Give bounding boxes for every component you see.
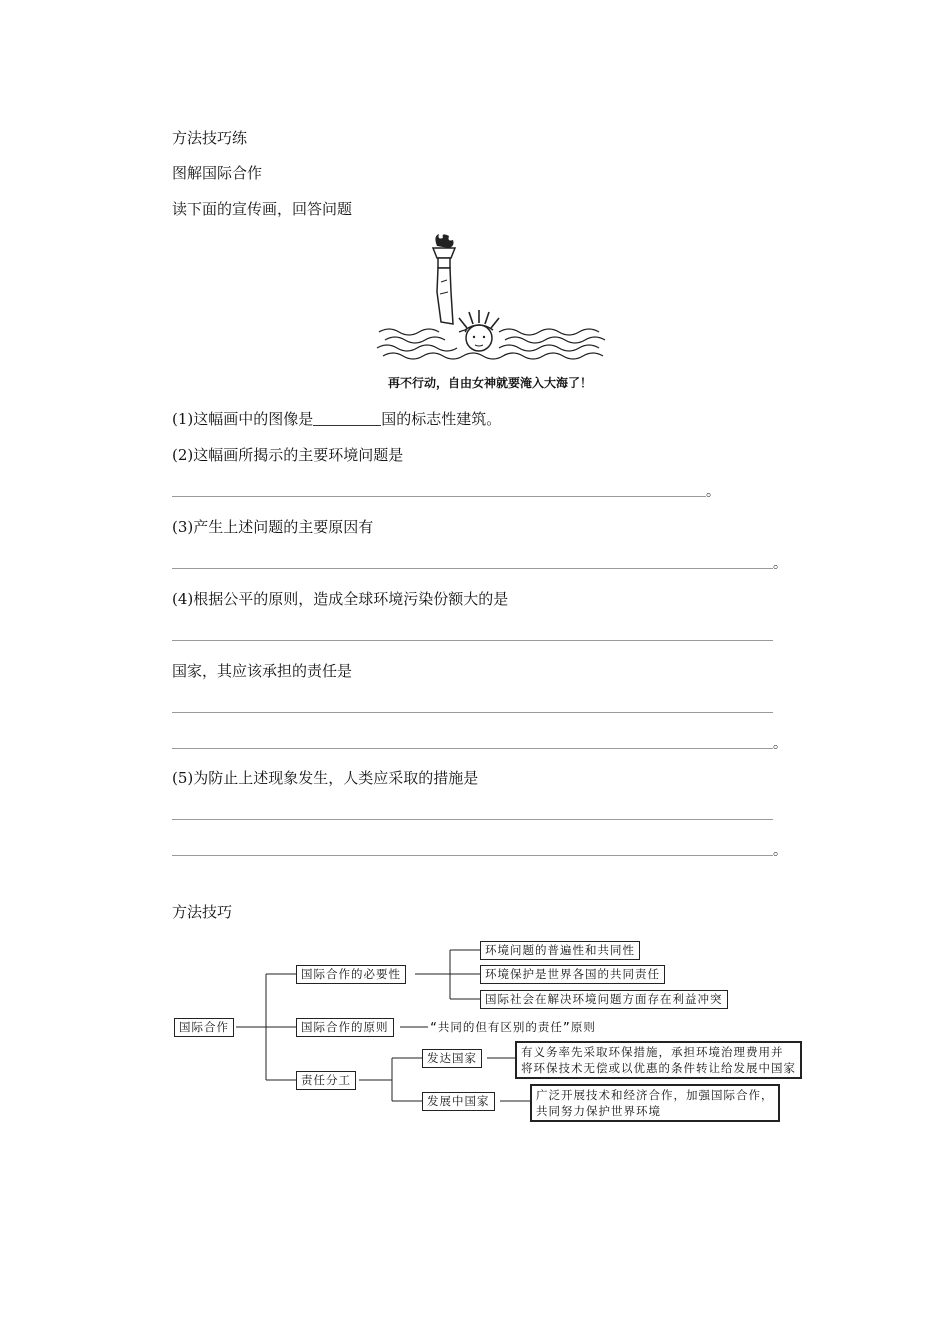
question-5: (5)为防止上述现象发生，人类应采取的措施是 — [172, 769, 479, 787]
developed-detail-line-2: 将环保技术无偿或以优惠的条件转让给发展中国家 — [521, 1061, 796, 1075]
developing-detail-line-1: 广泛开展技术和经济合作，加强国际合作， — [536, 1088, 774, 1102]
question-1-prefix: (1)这幅画中的图像是 — [172, 410, 314, 428]
question-3: (3)产生上述问题的主要原因有 — [172, 518, 374, 536]
question-2: (2)这幅画所揭示的主要环境问题是 — [172, 446, 404, 464]
map-node-necessity: 国际合作的必要性 — [296, 965, 406, 984]
map-node-developed: 发达国家 — [422, 1049, 482, 1068]
period-mark: 。 — [706, 484, 720, 500]
topic-heading: 图解国际合作 — [172, 164, 263, 182]
section-heading-practice: 方法技巧练 — [172, 129, 248, 147]
question-4-continuation: 国家，其应该承担的责任是 — [172, 662, 353, 680]
map-root-international-cooperation: 国际合作 — [174, 1018, 234, 1037]
map-leaf-developed — [515, 1041, 802, 1079]
map-leaf-necessity-1: 环境问题的普遍性和共同性 — [480, 941, 640, 960]
developing-detail-line-2: 共同努力保护世界环境 — [536, 1104, 661, 1118]
question-1-suffix: 国的标志性建筑。 — [381, 410, 502, 428]
developed-detail-line-1: 有义务率先采取环保措施，承担环境治理费用并 — [521, 1045, 784, 1059]
map-leaf-developing — [530, 1084, 780, 1122]
map-node-principle: 国际合作的原则 — [296, 1018, 394, 1037]
period-mark: 。 — [773, 736, 787, 752]
method-heading: 方法技巧 — [172, 903, 233, 921]
period-mark: 。 — [773, 843, 787, 859]
period-mark: 。 — [773, 556, 787, 572]
question-4: (4)根据公平的原则，造成全球环境污染份额大的是 — [172, 590, 509, 608]
map-node-division: 责任分工 — [296, 1071, 356, 1090]
map-node-developing: 发展中国家 — [422, 1092, 495, 1111]
map-leaf-necessity-2: 环境保护是世界各国的共同责任 — [480, 965, 665, 984]
poster-caption: 再不行动，自由女神就要淹入大海了！ — [388, 376, 593, 390]
map-leaf-necessity-3: 国际社会在解决环境问题方面存在利益冲突 — [480, 990, 728, 1009]
map-leaf-principle: “共同的但有区别的责任”原则 — [430, 1020, 596, 1034]
instruction-text: 读下面的宣传画，回答问题 — [172, 200, 353, 218]
